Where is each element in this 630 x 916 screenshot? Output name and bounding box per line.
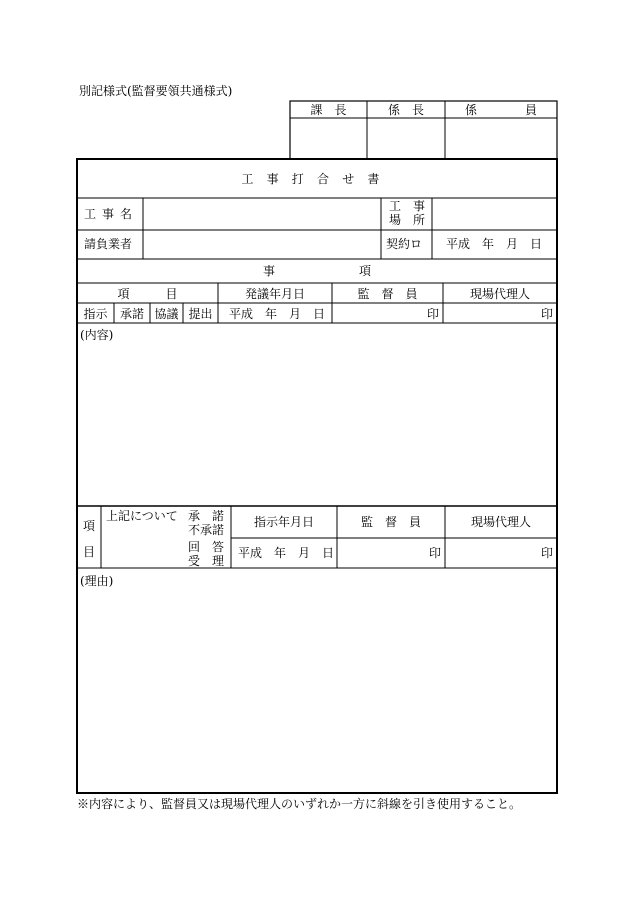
label-jiko: 事 項 xyxy=(262,264,371,278)
label-koji-basho-2: 場 所 xyxy=(389,213,426,227)
col-shiji-date: 指示年月日 xyxy=(253,515,314,529)
kantoku-seal-2: 印 xyxy=(429,546,442,560)
keiyaku-date: 平成 年 月 日 xyxy=(446,237,543,251)
label-joki: 上記について xyxy=(106,509,178,523)
col-genba: 現場代理人 xyxy=(469,287,530,301)
approval-kacho: 課 長 xyxy=(310,103,347,117)
form-title: 工事打合せ書 xyxy=(241,172,393,186)
label-koumoku-v1: 項 xyxy=(83,519,96,533)
label-keiyaku: 契約ロ xyxy=(386,237,423,251)
option-shodaku[interactable]: 承諾 xyxy=(119,307,144,321)
col-koumoku: 項 目 xyxy=(117,287,178,301)
label-koji-basho-1: 工 事 xyxy=(389,199,426,213)
option-shiji[interactable]: 指示 xyxy=(83,307,108,321)
response-shodaku[interactable]: 承 諾 xyxy=(188,509,225,523)
label-koji-mei: 工事名 xyxy=(84,207,139,221)
col-hakko: 発議年月日 xyxy=(244,287,305,301)
approval-kakaricho: 係 長 xyxy=(387,103,424,117)
shiji-date: 平成 年 月 日 xyxy=(238,546,335,560)
label-ukeoi: 請負業者 xyxy=(84,237,133,251)
genba-seal: 印 xyxy=(541,307,554,321)
option-kyogi[interactable]: 協議 xyxy=(154,307,179,321)
hakko-date: 平成 年 月 日 xyxy=(229,307,326,321)
response-fushodaku[interactable]: 不承諾 xyxy=(188,523,225,537)
label-koumoku-v2: 目 xyxy=(83,545,96,559)
form-caption: 別記様式(監督要領共通様式) xyxy=(79,84,233,98)
col-kantoku: 監 督 員 xyxy=(357,287,418,301)
footnote: ※内容により、監督員又は現場代理人のいずれか一方に斜線を引き使用すること。 xyxy=(77,797,522,811)
option-teishutsu[interactable]: 提出 xyxy=(188,307,213,321)
kantoku-seal: 印 xyxy=(427,307,440,321)
response-kaito[interactable]: 回 答 xyxy=(188,540,225,554)
genba-seal-2: 印 xyxy=(541,546,554,560)
approval-kakari: 係 員 xyxy=(464,103,537,117)
col-genba-2: 現場代理人 xyxy=(470,515,531,529)
label-riyu: (理由) xyxy=(80,574,114,588)
label-naiyo: (内容) xyxy=(80,328,114,342)
response-juri[interactable]: 受 理 xyxy=(188,554,225,568)
col-kantoku-2: 監 督 員 xyxy=(360,515,421,529)
